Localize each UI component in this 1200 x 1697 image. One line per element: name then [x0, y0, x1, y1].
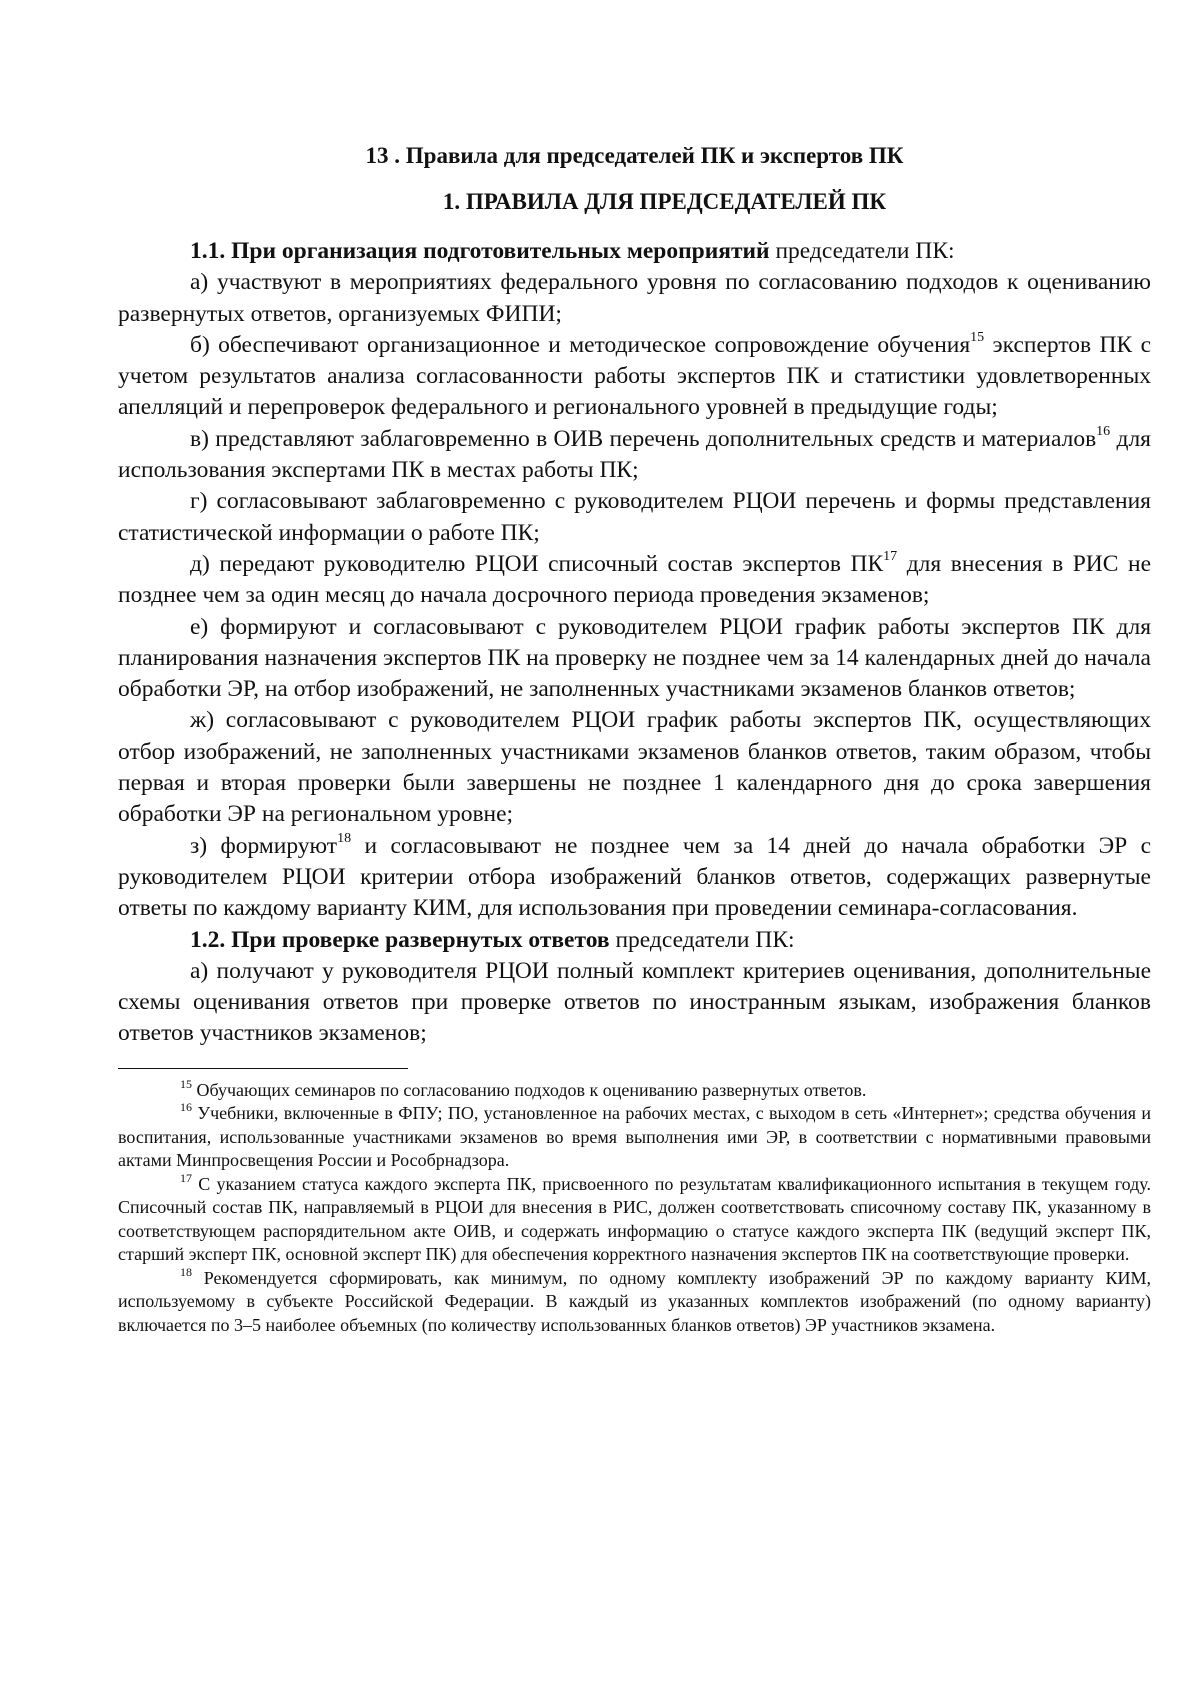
footnotes — [118, 1076, 1151, 1338]
subsection-1-2-number: 1.2. — [190, 926, 232, 953]
item-zh: ж) согласовывают с руководителем РЦОИ график работы экспертов ПК, осуществляющих отбор изображений, не заполненных участниками экзаменов бланков ответов, таким образом, чтобы первая и вторая проверки были завершены не позднее 1 календарного дня до срока завершения обработки ЭР на региональном уровне; — [118, 707, 1151, 828]
item-g: г) согласовывают заблаговременно с руководителем РЦОИ перечень и формы представления статистической информации о работе ПК; — [118, 488, 1151, 546]
item-2-a: а) получают у руководителя РЦОИ полный комплект критериев оценивания, дополнительные схемы оценивания ответов при проверке ответов по иностранным языкам, изображения бланков ответов участников экзаменов; — [118, 957, 1151, 1047]
item-d-text-cont: для внесения в РИС не позднее чем за один месяц до начала досрочного периода проведения экзаменов; — [118, 550, 1151, 609]
footnote-17-text: С указанием статуса каждого эксперта ПК, присвоенного по результатам квалификационного испытания в текущем году. Списочный состав ПК, направляемый в РЦОИ для внесения в РИС, должен соответствовать списочному составу ПК, указанному в соответствующем распорядительном акте ОИВ, и содержать информацию о статусе каждого эксперта ПК (ведущий эксперт ПК, старший эксперт ПК, основной эксперт ПК) для обеспечения корректного назначения экспертов ПК на соответствующие проверки. — [118, 1173, 1151, 1265]
footnote-ref-17[interactable]: 17 — [883, 549, 898, 565]
subsection-1-1-heading — [118, 236, 1151, 267]
footnote-17-mark: 17 — [180, 1170, 192, 1185]
chapter-title: 1. ПРАВИЛА ДЛЯ ПРЕДСЕДАТЕЛЕЙ ПК — [442, 189, 887, 214]
subsection-1-2-heading — [118, 925, 1151, 956]
body-text — [118, 236, 1151, 1050]
subsection-1-1-bold: При организация подготовительных мероприятий — [231, 238, 770, 264]
subsection-1-1-number: 1.1. — [190, 238, 232, 264]
section-title: 13 . Правила для председателей ПК и экспертов ПК — [365, 143, 904, 168]
subsection-1-2-rest: председатели ПК: — [609, 926, 795, 953]
footnote-17 — [118, 1170, 1151, 1267]
footnote-18-mark: 18 — [180, 1264, 192, 1279]
item-d-text: д) передают руководителю РЦОИ списочный состав экспертов ПК — [190, 550, 884, 577]
item-e: е) формируют и согласовывают с руководителем РЦОИ график работы экспертов ПК для планирования назначения экспертов ПК на проверку не позднее чем за 14 календарных дней до начала обработки ЭР, на отбор изображений, не заполненных участниками экзаменов бланков ответов; — [118, 613, 1151, 703]
item-b — [118, 330, 1151, 424]
footnote-ref-18[interactable]: 18 — [337, 830, 352, 846]
item-z — [118, 831, 1151, 925]
item-z-text: з) формируют — [190, 832, 338, 859]
item-b-text-cont: экспертов ПК с учетом результатов анализа согласованности работы экспертов ПК и статистики удовлетворенных апелляций и перепроверок федерального и регионального уровней в предыдущие годы; — [118, 331, 1151, 421]
footnote-18-text: Рекомендуется сформировать, как минимум, по одному комплекту изображений ЭР по каждому варианту КИМ, используемому в субъекте Российской Федерации. В каждый из указанных комплектов изображений (по одному варианту) включается по 3–5 наиболее объемных (по количеству использованных бланков ответов) ЭР участников экзамена. — [118, 1267, 1151, 1335]
footnote-16 — [118, 1102, 1151, 1173]
footnote-15-text: Обучающих семинаров по согласованию подходов к оцениванию развернутых ответов. — [192, 1079, 867, 1100]
item-d — [118, 549, 1151, 612]
footnote-ref-15[interactable]: 15 — [970, 330, 985, 346]
item-z-text-cont: и согласовывают не позднее чем за 14 дней до начала обработки ЭР с руководителем РЦОИ критерии отбора изображений бланков ответов, содержащих развернутые ответы по каждому варианту КИМ, для использования при проведении семинара-согласования. — [118, 832, 1152, 922]
item-a: а) участвуют в мероприятиях федерального уровня по согласованию подходов к оцениванию развернутых ответов, организуемых ФИПИ; — [118, 269, 1151, 327]
subsection-1-1-rest: председатели ПК: — [769, 238, 955, 264]
document-page — [118, 140, 1151, 1337]
footnote-16-mark: 16 — [180, 1100, 192, 1115]
footnote-15-mark: 15 — [180, 1076, 192, 1091]
item-b-text: б) обеспечивают организационное и методическое сопровождение обучения — [190, 331, 971, 358]
footnote-15 — [118, 1076, 1151, 1103]
subsection-1-2-bold: При проверке развернутых ответов — [231, 926, 610, 953]
item-v — [118, 424, 1151, 487]
item-v-text-cont: для использования экспертами ПК в местах работы ПК; — [118, 425, 1151, 484]
footnote-16-text: Учебники, включенные в ФПУ; ПО, установленное на рабочих местах, с выходом в сеть «Интернет»; средства обучения и воспитания, использованные участниками экзаменов во время выполнения ими ЭР, в соответствии с нормативными правовыми актами Минпросвещения России и Рособрнадзора. — [118, 1103, 1151, 1171]
item-v-text: в) представляют заблаговременно в ОИВ перечень дополнительных средств и материалов — [190, 425, 1097, 452]
footnote-18 — [118, 1264, 1151, 1338]
footnote-separator — [118, 1068, 408, 1069]
footnote-ref-16[interactable]: 16 — [1096, 423, 1111, 439]
